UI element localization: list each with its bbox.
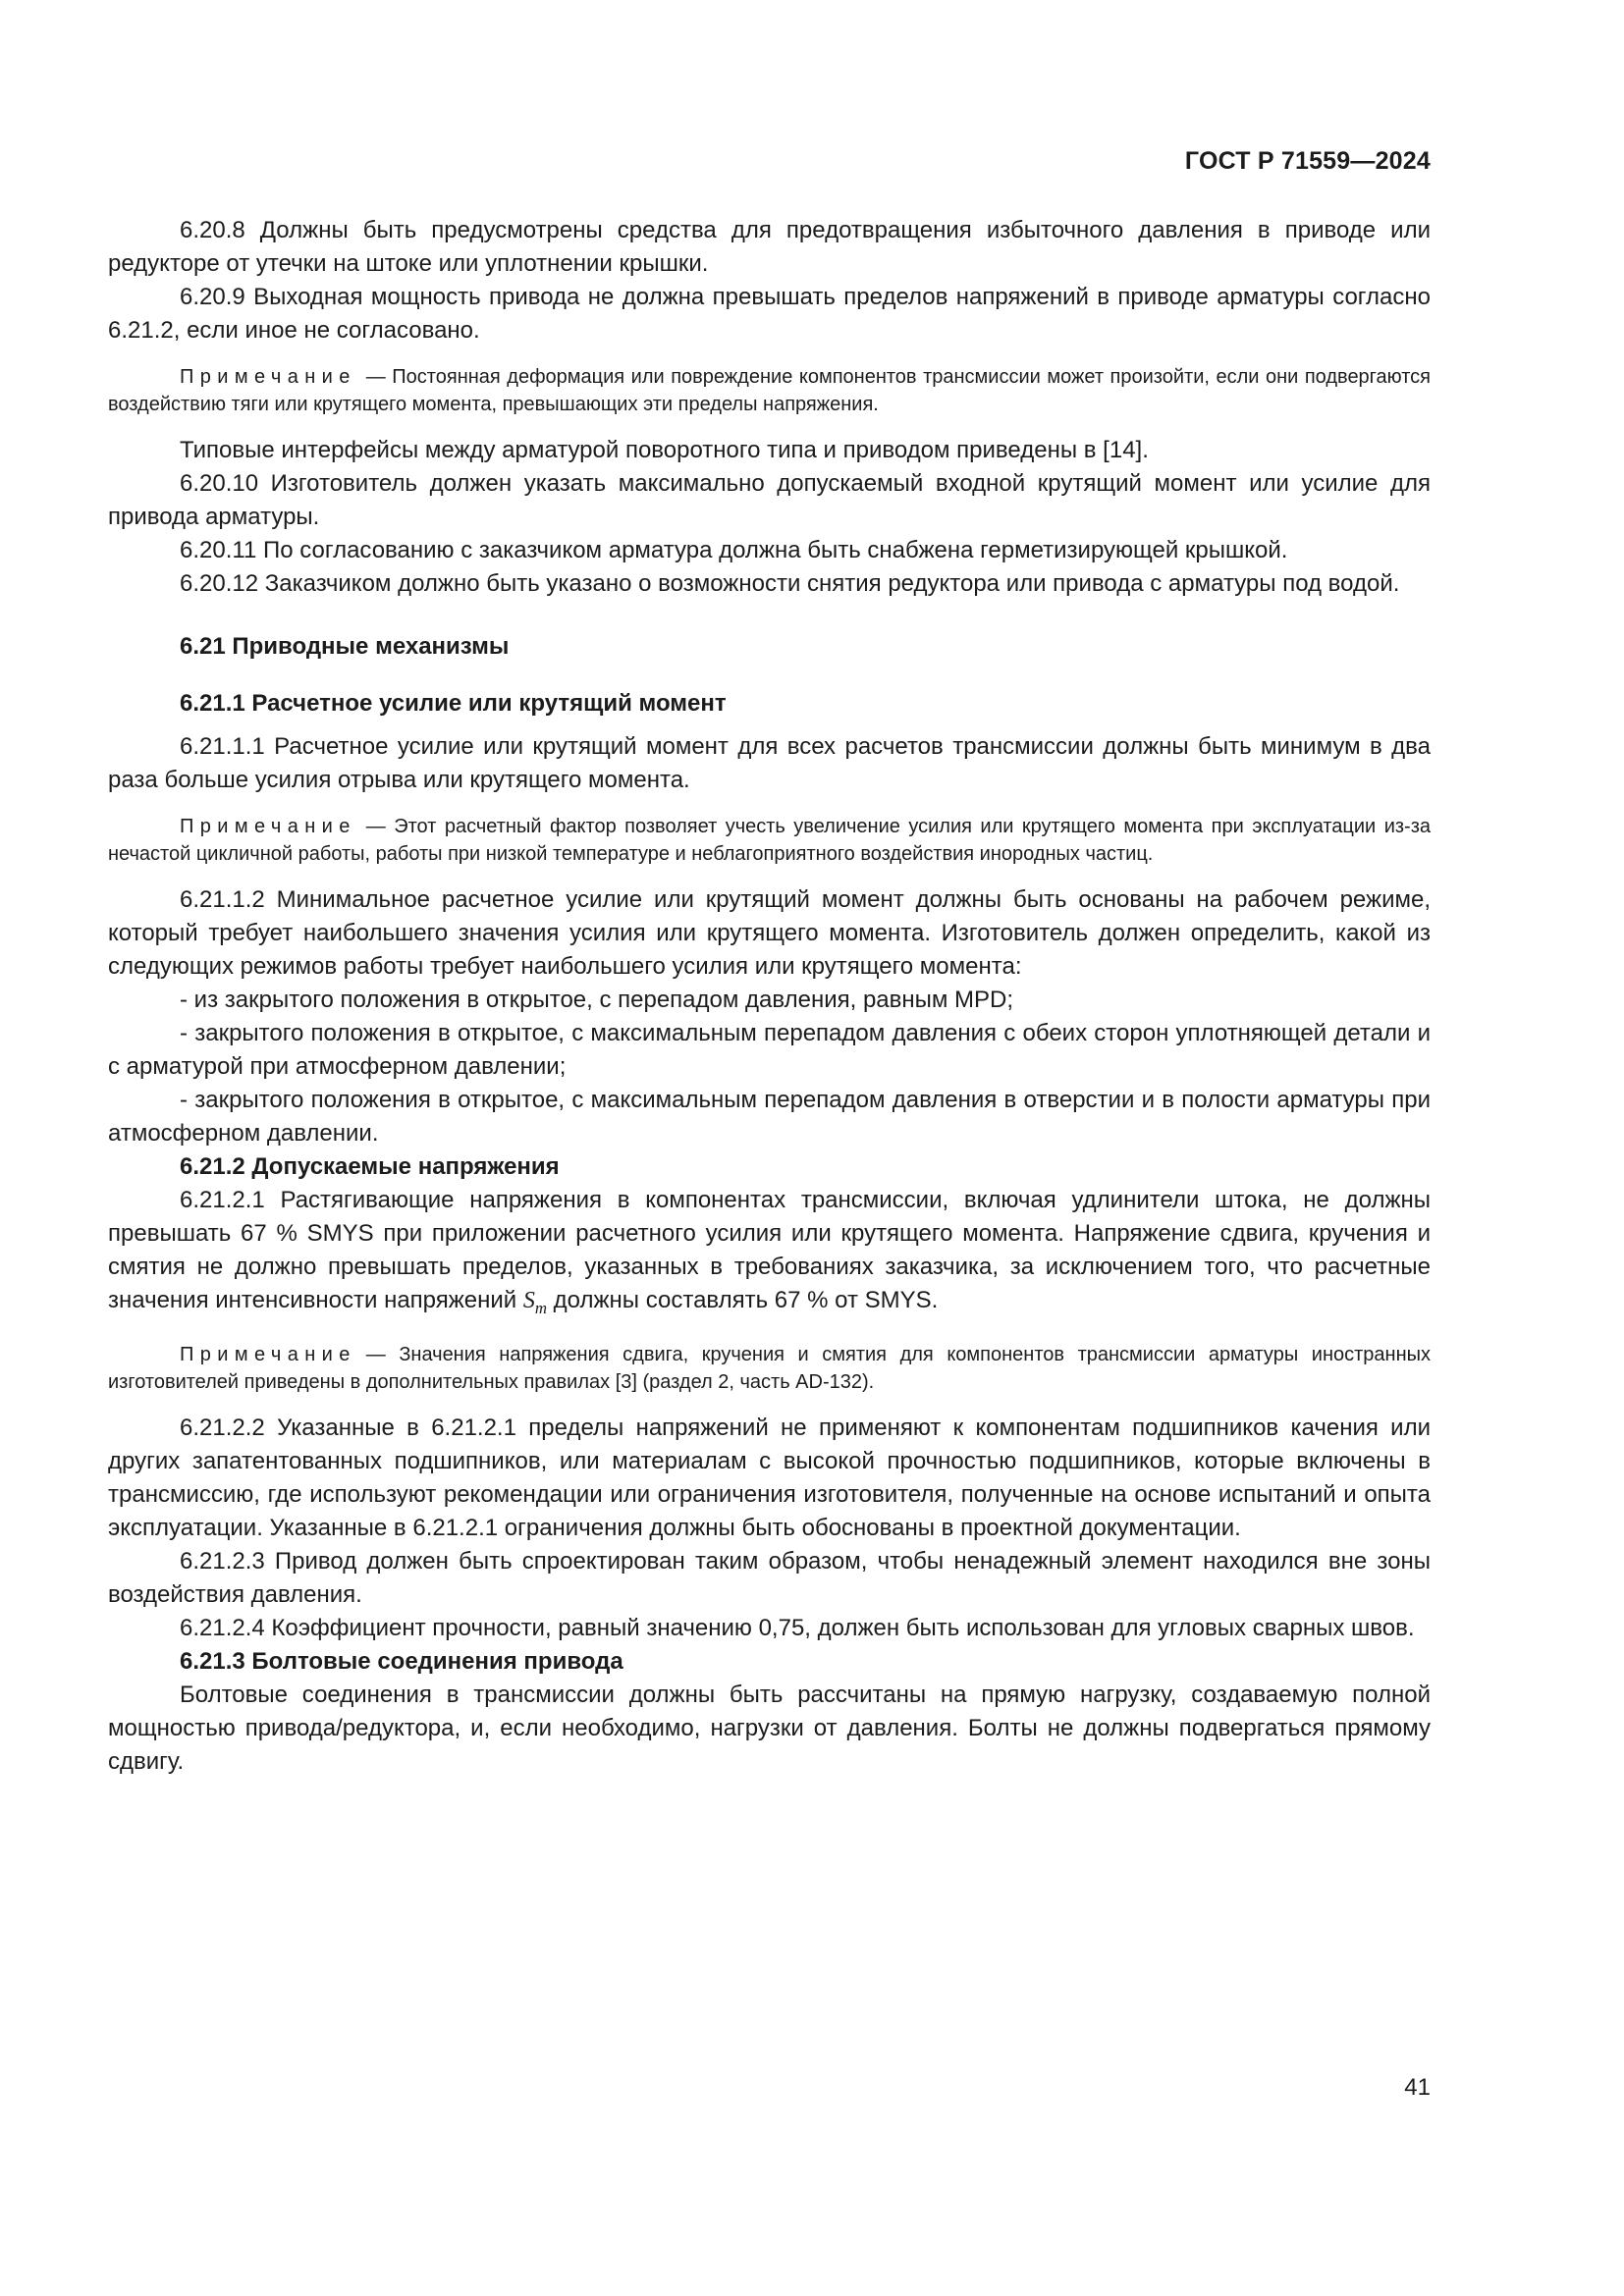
para-6-20-9: 6.20.9 Выходная мощность привода не должна превышать пределов напряжений в приводе арматуры согласно 6.21.2, если иное не согласовано. xyxy=(108,284,1431,344)
para-text-after: должны составлять 67 % от SMYS. xyxy=(547,1287,939,1313)
list-item-max-differential-seal: - закрытого положения в открытое, с максимальным перепадом давления с обеих сторон уплотняющей детали и с арматурой при атмосферном давлении; xyxy=(108,1020,1431,1080)
note-foreign-manufacturers xyxy=(108,1341,1431,1396)
para-6-21-2-4: 6.21.2.4 Коэффициент прочности, равный значению 0,75, должен быть использован для угловых сварных швов. xyxy=(180,1614,1415,1641)
stress-intensity-variable: S xyxy=(522,1288,535,1313)
heading-6-21-2: 6.21.2 Допускаемые напряжения xyxy=(180,1153,560,1180)
para-6-20-12: 6.20.12 Заказчиком должно быть указано о возможности снятия редуктора или привода с арматуры под водой. xyxy=(180,570,1400,597)
para-6-20-11: 6.20.11 По согласованию с заказчиком арматура должна быть снабжена герметизирующей крышкой. xyxy=(180,537,1288,563)
heading-6-21-1: 6.21.1 Расчетное усилие или крутящий момент xyxy=(180,690,727,717)
para-6-21-2-2: 6.21.2.2 Указанные в 6.21.2.1 пределы напряжений не применяют к компонентам подшипников качения или других запатентованных подшипников, или материалам с высокой прочностью подшипников, которые включены в трансмиссию, где используют рекомендации или ограничения изготовителя, полученные на основе испытаний и опыта эксплуатации. Указанные в 6.21.2.1 ограничения должны быть обоснованы в проектной документации. xyxy=(108,1414,1431,1541)
para-6-21-1-1: 6.21.1.1 Расчетное усилие или крутящий момент для всех расчетов трансмиссии должны быть минимум в два раза больше усилия отрыва или крутящего момента. xyxy=(108,733,1431,793)
stress-intensity-subscript: m xyxy=(534,1298,547,1317)
document-header: ГОСТ Р 71559—2024 xyxy=(1184,147,1431,175)
note-text: — Значения напряжения сдвига, кручения и смятия для компонентов трансмиссии арматуры иностранных изготовителей приведены в дополнительных правилах [3] (раздел 2, часть AD-132). xyxy=(108,1343,1431,1393)
para-6-20-10: 6.20.10 Изготовитель должен указать максимально допускаемый входной крутящий момент или усилие для привода арматуры. xyxy=(108,470,1431,530)
heading-6-21: 6.21 Приводные механизмы xyxy=(180,633,510,660)
para-6-21-2-1 xyxy=(108,1184,1431,1325)
para-6-21-2-3: 6.21.2.3 Привод должен быть спроектирован таким образом, чтобы ненадежный элемент находился вне зоны воздействия давления. xyxy=(108,1547,1431,1608)
para-bolted-connections: Болтовые соединения в трансмиссии должны быть рассчитаны на прямую нагрузку, создаваемую полной мощностью привода/редуктора, и, если необходимо, нагрузки от давления. Болты не должны подвергаться прямому сдвигу. xyxy=(108,1681,1431,1775)
note-design-factor xyxy=(108,813,1431,868)
para-text-before: 6.21.2.1 Растягивающие напряжения в компонентах трансмиссии, включая удлинители штока, не должны превышать 67 % SMYS при приложении расчетного усилия или крутящего момента. Напряжение сдвига, кручения и смятия не должно превышать пределов, указанных в требованиях заказчика, за исключением того, что расчетные значения интенсивности напряжений xyxy=(108,1187,1431,1313)
note-label: Примечание xyxy=(180,816,356,837)
note-label: Примечание xyxy=(180,366,356,388)
heading-6-21-3: 6.21.3 Болтовые соединения привода xyxy=(180,1647,623,1675)
note-label: Примечание xyxy=(180,1343,356,1365)
page-number: 41 xyxy=(1404,2074,1431,2101)
list-item-max-differential-bore: - закрытого положения в открытое, с максимальным перепадом давления в отверстии и в полости арматуры при атмосферном давлении. xyxy=(108,1087,1431,1147)
para-6-21-1-2: 6.21.1.2 Минимальное расчетное усилие или крутящий момент должны быть основаны на рабочем режиме, который требует наибольшего значения усилия или крутящего момента. Изготовитель должен определить, какой из следующих режимов работы требует наибольшего усилия или крутящего момента: xyxy=(108,886,1431,980)
note-text: — Этот расчетный фактор позволяет учесть увеличение усилия или крутящего момента при эксплуатации из-за нечастой цикличной работы, работы при низкой температуре и неблагоприятного воздействия инородных частиц. xyxy=(108,816,1431,865)
note-transmission-damage xyxy=(108,363,1431,418)
para-6-20-8: 6.20.8 Должны быть предусмотрены средства для предотвращения избыточного давления в приводе или редукторе от утечки на штоке или уплотнении крышки. xyxy=(108,217,1431,277)
note-text: — Постоянная деформация или повреждение компонентов трансмиссии может произойти, если они подвергаются воздействию тяги или крутящего момента, превышающих эти пределы напряжения. xyxy=(108,366,1431,415)
document-body xyxy=(108,214,1431,1779)
para-typical-interfaces: Типовые интерфейсы между арматурой поворотного типа и приводом приведены в [14]. xyxy=(180,437,1149,463)
list-item-mpd: - из закрытого положения в открытое, с перепадом давления, равным MPD; xyxy=(180,987,1014,1013)
